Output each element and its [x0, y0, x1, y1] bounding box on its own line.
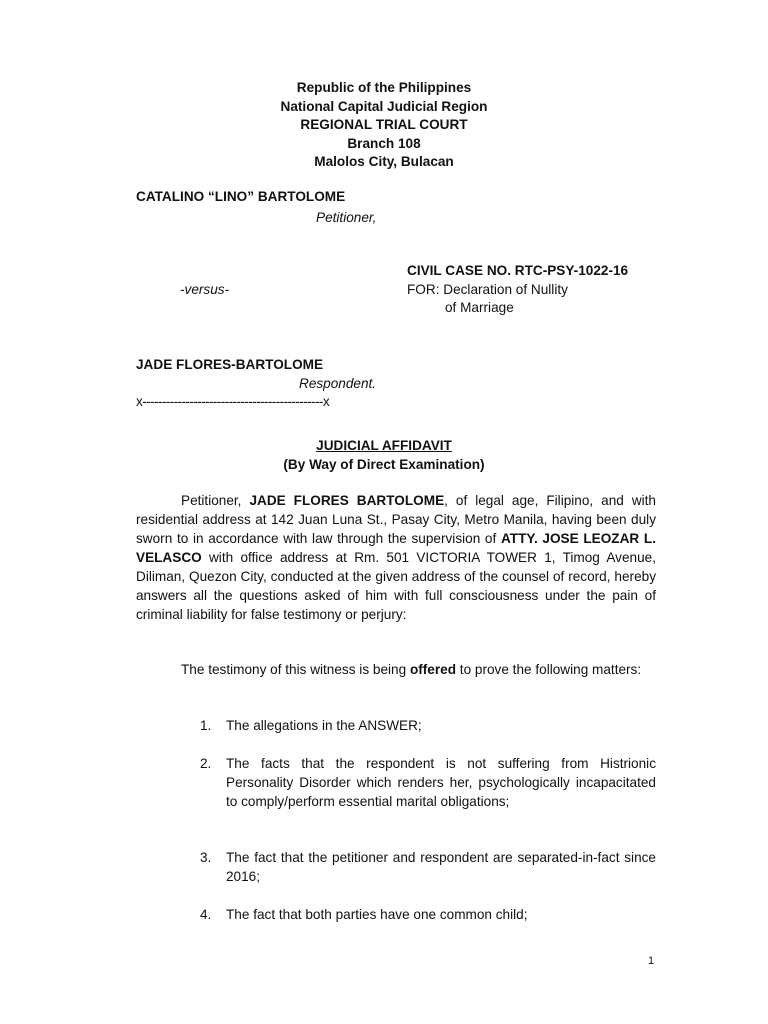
- header-court: REGIONAL TRIAL COURT: [300, 117, 468, 132]
- case-nature: FOR: Declaration of Nullity: [407, 282, 568, 297]
- caption-separator: x----------------------------------------------x: [136, 394, 330, 409]
- petitioner-name: CATALINO “LINO” BARTOLOME: [136, 189, 346, 204]
- case-number: CIVIL CASE NO. RTC-PSY-1022-16: [407, 263, 629, 278]
- purpose-text-1: The testimony of this witness is being: [181, 662, 410, 677]
- title-main: JUDICIAL AFFIDAVIT: [316, 438, 452, 453]
- list-item-number: 2.: [200, 756, 212, 771]
- versus-label: -versus-: [180, 282, 230, 297]
- list-item-text: The allegations in the ANSWER;: [226, 718, 422, 733]
- affidavit-title: [0, 436, 768, 474]
- purpose-paragraph: [136, 660, 656, 679]
- purpose-offered: offered: [409, 662, 457, 677]
- case-nature-cont: of Marriage: [445, 300, 514, 315]
- header-city: Malolos City, Bulacan: [314, 154, 454, 169]
- respondent-role: Respondent.: [299, 376, 377, 391]
- list-item-number: 3.: [200, 850, 212, 865]
- respondent-name: JADE FLORES-BARTOLOME: [136, 357, 324, 372]
- list-item-number: 1.: [200, 718, 212, 733]
- intro-attorney-name: ATTY. JOSE LEOZAR L. VELASCO: [136, 531, 656, 565]
- intro-text-3: with office address at Rm. 501 VICTORIA TOWER 1, Timog Avenue, Diliman, Quezon City, conducted at the given address of the counsel of record, hereby answers all the questions asked of him with full consciousness under the pain of criminal liability for false testimony or perjury:: [136, 550, 656, 622]
- purpose-text-2: to prove the following matters:: [456, 662, 642, 677]
- header-branch: Branch 108: [347, 135, 421, 151]
- list-item-text: The fact that both parties have one common child;: [226, 907, 528, 922]
- intro-paragraph: [136, 491, 656, 624]
- list-item-number: 4.: [200, 907, 212, 922]
- page-number: 1: [648, 955, 655, 967]
- petitioner-role: Petitioner,: [316, 210, 377, 225]
- intro-text-2: , of legal age, Filipino, and with residential address at 142 Juan Luna St., Pasay City, Metro Manila, having been duly sworn to in accordance with law through the supervision of: [136, 493, 656, 546]
- intro-text-1: Petitioner,: [181, 493, 250, 508]
- court-header: [0, 79, 768, 172]
- header-region: National Capital Judicial Region: [280, 98, 488, 114]
- header-republic: Republic of the Philippines: [296, 80, 472, 95]
- list-item-text: The facts that the respondent is not suffering from Histrionic Personality Disorder which renders her, psychologically incapacitated to comply/perform essential marital obligations;: [226, 756, 656, 809]
- title-sub: (By Way of Direct Examination): [283, 457, 485, 472]
- list-item-text: The fact that the petitioner and respondent are separated-in-fact since 2016;: [226, 850, 656, 884]
- intro-witness-name: JADE FLORES BARTOLOME: [249, 493, 445, 508]
